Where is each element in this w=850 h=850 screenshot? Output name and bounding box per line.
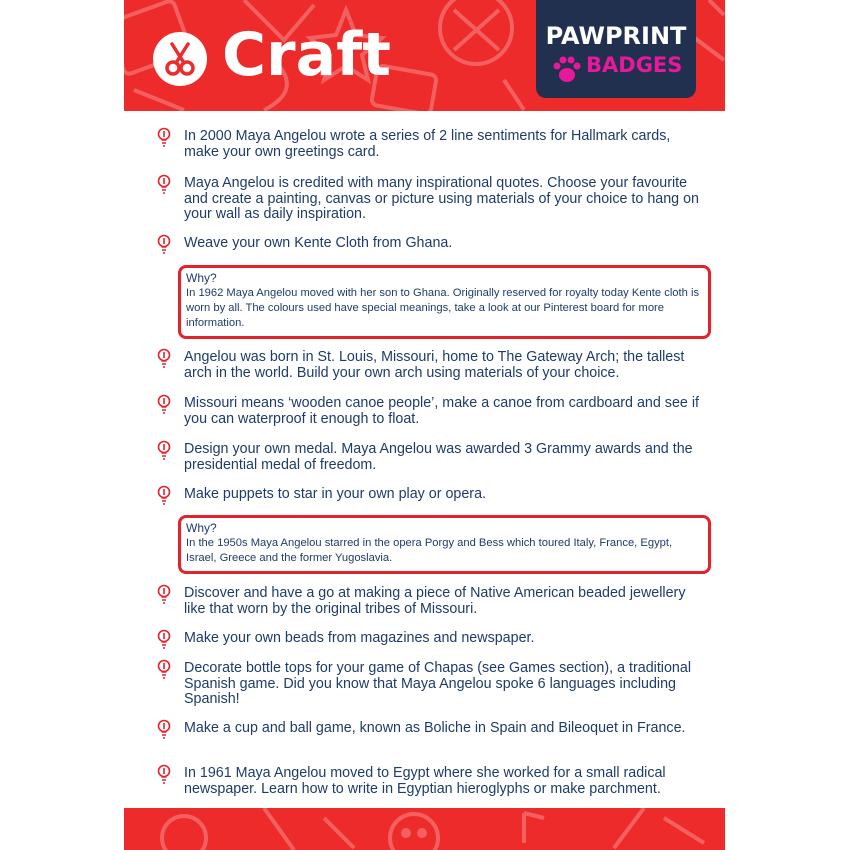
list-item: Maya Angelou is credited with many inspirational quotes. Choose your favourite and create a painting, canvas or picture using materials of your choice to hang on your wall as daily inspiration. [184,175,699,222]
lightbulb-icon [157,394,171,414]
why-text: In the 1950s Maya Angelou starred in the opera Porgy and Bess which toured Italy, France, Egypt, Israel, Greece and the former Yugoslavia. [186,537,673,564]
list-item: In 2000 Maya Angelou wrote a series of 2 line sentiments for Hallmark cards, make your own greetings card. [184,128,671,160]
logo-bottom-text: BADGES [586,53,683,77]
lightbulb-icon [157,629,171,649]
lightbulb-icon [157,234,171,254]
craft-page [124,0,725,850]
list-item: Angelou was born in St. Louis, Missouri, home to The Gateway Arch; the tallest arch in the world. Build your own arch using materials of your choice. [184,349,685,381]
header-banner [124,0,725,111]
lightbulb-icon [157,659,171,679]
lightbulb-icon [157,440,171,460]
paw-icon [552,56,582,84]
list-item: Weave your own Kente Cloth from Ghana. [184,235,453,251]
list-item: Make a cup and ball game, known as Boliche in Spain and Bileoquet in France. [184,720,686,736]
scissors-badge [153,32,207,86]
list-item: Decorate bottle tops for your game of Chapas (see Games section), a traditional Spanish game. Did you know that Maya Angelou spoke 6 languages including Spanish! [184,660,692,707]
lightbulb-icon [157,174,171,194]
list-item: Make puppets to star in your own play or opera. [184,486,486,502]
list-item: Missouri means ‘wooden canoe people’, make a canoe from cardboard and see if you can waterproof it enough to float. [184,395,699,427]
lightbulb-icon [157,764,171,784]
why-box [178,265,711,339]
lightbulb-icon [157,719,171,739]
logo-top-text: PAWPRINT [545,22,687,50]
scissors-icon [153,32,207,86]
pawprint-badges-logo [536,0,696,98]
why-text: In 1962 Maya Angelou moved with her son to Ghana. Originally reserved for royalty today Kente cloth is worn by all. The colours used have special meanings, take a look at our Pinterest board for more information. [186,287,700,329]
why-box [178,515,711,574]
why-heading: Why? [186,271,217,285]
list-item: Make your own beads from magazines and newspaper. [184,630,535,646]
list-item: Design your own medal. Maya Angelou was awarded 3 Grammy awards and the presidential medal of freedom. [184,441,693,473]
doodle-background [124,808,725,850]
page-title: Craft [222,20,391,90]
footer-banner [124,808,725,850]
lightbulb-icon [157,584,171,604]
list-item: In 1961 Maya Angelou moved to Egypt where she worked for a small radical newspaper. Learn how to write in Egyptian hieroglyphs or make parchment. [184,765,666,797]
list-item: Discover and have a go at making a piece of Native American beaded jewellery like that worn by the original tribes of Missouri. [184,585,686,617]
why-heading: Why? [186,521,217,535]
lightbulb-icon [157,127,171,147]
lightbulb-icon [157,485,171,505]
lightbulb-icon [157,348,171,368]
